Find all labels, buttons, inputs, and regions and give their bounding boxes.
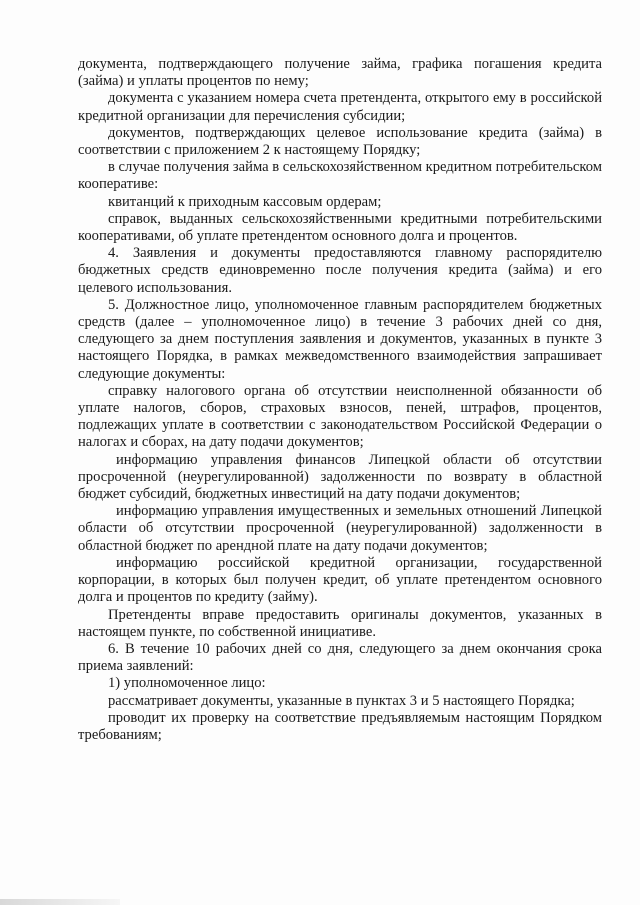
- paragraph-checks-requirements: проводит их проверку на соответствие предъявляемым настоящим Порядком требованиям;: [78, 709, 602, 743]
- paragraph-originals: Претенденты вправе предоставить оригиналы документов, указанных в настоящем пункте, по собственной инициативе.: [78, 606, 602, 640]
- paragraph-finance-info: информацию управления финансов Липецкой области об отсутствии просроченной (неурегулированной) задолженности по возврату в областной бюджет субсидий, бюджетных инвестиций на дату подачи документов;: [78, 451, 602, 503]
- paragraph-loan-document: документа, подтверждающего получение займа, графика погашения кредита (займа) и уплаты процентов по нему;: [78, 56, 602, 90]
- paragraph-reviews-documents: рассматривает документы, указанные в пунктах 3 и 5 настоящего Порядка;: [108, 692, 575, 709]
- paragraph-account-document: документа с указанием номера счета претендента, открытого ему в российской кредитной организации для перечисления субсидии;: [78, 90, 602, 124]
- paragraph-tax-certificate: справку налогового органа об отсутствии неисполненной обязанности об уплате налогов, сборов, страховых взносов, пеней, штрафов, процентов, подлежащих уплате в соответствии с законодательством Российской Федерации о налогах и сборах, на дату подачи документов;: [78, 382, 602, 451]
- paragraph-authorized-person: 1) уполномоченное лицо:: [108, 675, 266, 692]
- paragraph-item-6: 6. В течение 10 рабочих дней со дня, следующего за днем окончания срока приема заявлений:: [78, 640, 602, 675]
- scan-edge-mark: [0, 899, 120, 905]
- paragraph-certificates: справок, выданных сельскохозяйственными кредитными потребительскими кооперативами, об уплате претендентом основного долга и процентов.: [78, 210, 602, 245]
- paragraph-bank-info: информацию российской кредитной организации, государственной корпорации, в которых был получен кредит, об уплате претендентом основного долга и процентов по кредиту (займу).: [78, 554, 602, 606]
- paragraph-receipts: квитанций к приходным кассовым ордерам;: [108, 193, 382, 210]
- paragraph-item-5: 5. Должностное лицо, уполномоченное главным распорядителем бюджетных средств (далее – уполномоченное лицо) в течение 3 рабочих дней со дня, следующего за днем поступления заявления и документов, указанных в пункте 3 настоящего Порядка, в рамках межведомственного взаимодействия запрашивает следующие документы:: [78, 296, 602, 382]
- paragraph-item-4: 4. Заявления и документы предоставляются главному распорядителю бюджетных средств единовременно после получения кредита (займа) и его целевого использования.: [78, 245, 602, 296]
- paragraph-property-info: информацию управления имущественных и земельных отношений Липецкой области об отсутствии просроченной (неурегулированной) задолженности в областной бюджет по арендной плате на дату подачи документов;: [78, 503, 602, 554]
- paragraph-target-use-documents: документов, подтверждающих целевое использование кредита (займа) в соответствии с приложением 2 к настоящему Порядку;: [78, 124, 602, 159]
- paragraph-cooperative-case: в случае получения займа в сельскохозяйственном кредитном потребительском кооперативе:: [78, 159, 602, 193]
- document-body: [78, 56, 602, 744]
